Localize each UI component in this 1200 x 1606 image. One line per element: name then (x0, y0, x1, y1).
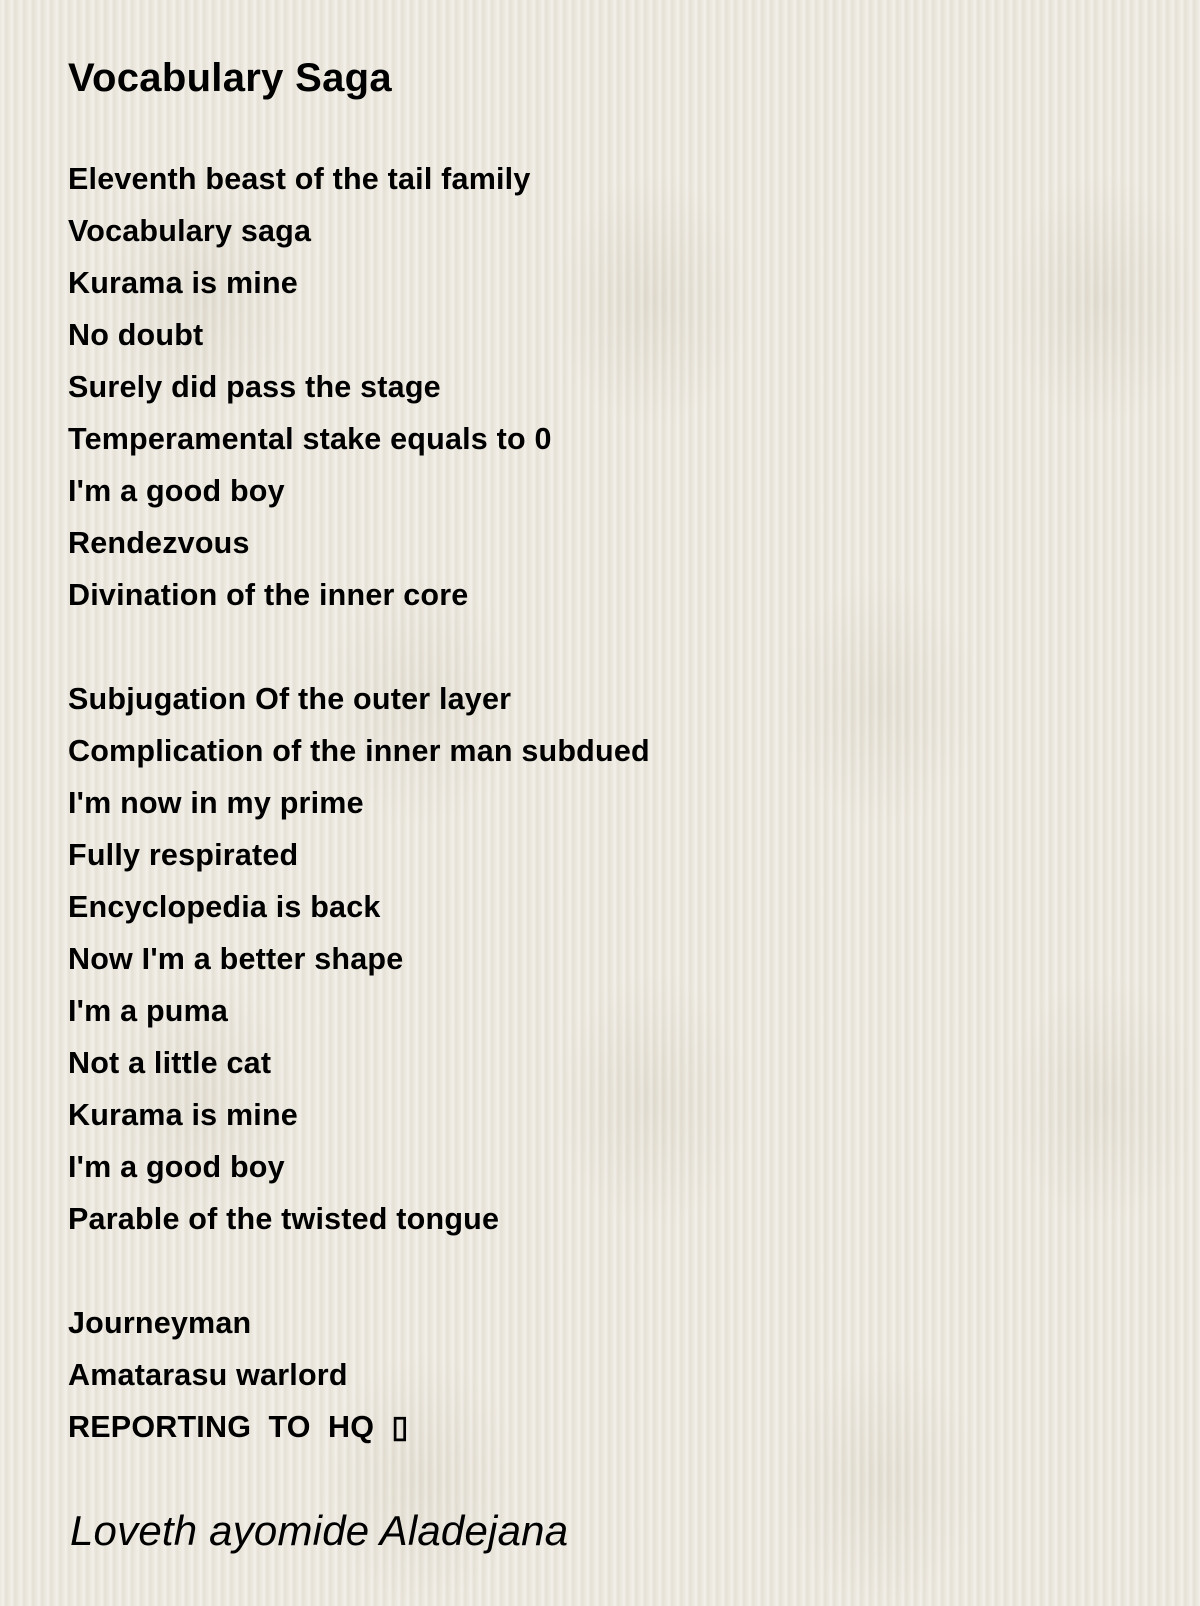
poem-line: Eleventh beast of the tail family (68, 162, 531, 196)
poem-body (68, 153, 1148, 1453)
stanza-1 (68, 153, 1148, 621)
poem-line: Not a little cat (68, 1046, 272, 1080)
poem-line: Subjugation Of the outer layer (68, 682, 512, 716)
poem-line: Complication of the inner man subdued (68, 734, 650, 768)
poem-page (68, 48, 1148, 1453)
poem-line: Parable of the twisted tongue (68, 1202, 500, 1236)
poem-line: I'm a good boy (68, 474, 285, 508)
poem-line: Now I'm a better shape (68, 942, 404, 976)
poem-line: Kurama is mine (68, 266, 298, 300)
poem-line: Fully respirated (68, 838, 299, 872)
poem-line: Vocabulary saga (68, 214, 312, 248)
stanza-3 (68, 1297, 1148, 1453)
poem-line: Rendezvous (68, 526, 250, 560)
poem-line: Surely did pass the stage (68, 370, 441, 404)
poem-line: Kurama is mine (68, 1098, 298, 1132)
poem-title: Vocabulary Saga (68, 56, 392, 100)
poem-line: Divination of the inner core (68, 578, 469, 612)
poem-line: Amatarasu warlord (68, 1358, 348, 1392)
stanza-2 (68, 673, 1148, 1245)
poem-line: I'm now in my prime (68, 786, 364, 820)
poem-line: Journeyman (68, 1306, 252, 1340)
poem-line: Encyclopedia is back (68, 890, 381, 924)
poem-line: I'm a puma (68, 994, 229, 1028)
poem-line: No doubt (68, 318, 204, 352)
poem-author: Loveth ayomide Aladejana (70, 1507, 569, 1554)
poem-line: I'm a good boy (68, 1150, 285, 1184)
poem-line: REPORTING TO HQ ▯ (68, 1410, 409, 1444)
poem-line: Temperamental stake equals to 0 (68, 422, 552, 456)
